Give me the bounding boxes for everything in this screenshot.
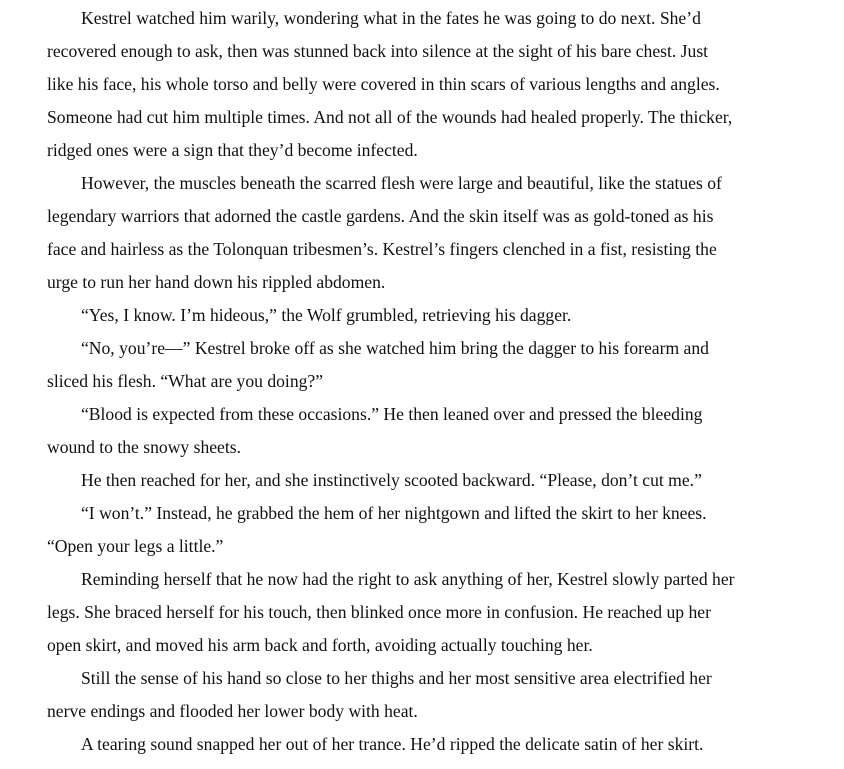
text-line: Someone had cut him multiple times. And not all of the wounds had healed properly. The thicker, <box>47 107 733 127</box>
text-line: He then reached for her, and she instinctively scooted backward. “Please, don’t cut me.” <box>81 470 702 490</box>
text-line: A tearing sound snapped her out of her trance. He’d ripped the delicate satin of her skirt. <box>81 734 704 754</box>
text-line: recovered enough to ask, then was stunned back into silence at the sight of his bare chest. Just <box>47 41 709 61</box>
text-line: However, the muscles beneath the scarred flesh were large and beautiful, like the statues of <box>81 173 722 193</box>
text-line: nerve endings and flooded her lower body with heat. <box>47 701 418 721</box>
text-line: open skirt, and moved his arm back and forth, avoiding actually touching her. <box>47 635 593 655</box>
text-line: face and hairless as the Tolonquan tribesmen’s. Kestrel’s fingers clenched in a fist, resisting the <box>47 239 717 259</box>
text-line: “No, you’re—” Kestrel broke off as she watched him bring the dagger to his forearm and <box>81 338 709 358</box>
text-line: legendary warriors that adorned the castle gardens. And the skin itself was as gold-toned as his <box>47 206 714 226</box>
text-line: urge to run her hand down his rippled abdomen. <box>47 272 386 292</box>
text-line: wound to the snowy sheets. <box>47 437 242 457</box>
text-line: sliced his flesh. “What are you doing?” <box>47 371 324 391</box>
text-line: Reminding herself that he now had the right to ask anything of her, Kestrel slowly parted her <box>81 569 735 589</box>
text-line: Kestrel watched him warily, wondering what in the fates he was going to do next. She’d <box>81 8 701 28</box>
text-line: “I won’t.” Instead, he grabbed the hem of her nightgown and lifted the skirt to her knees. <box>81 503 707 523</box>
text-line: “Open your legs a little.” <box>47 536 224 556</box>
text-line: Still the sense of his hand so close to her thighs and her most sensitive area electrified her <box>81 668 712 688</box>
text-line: legs. She braced herself for his touch, then blinked once more in confusion. He reached up her <box>47 602 711 622</box>
text-line: like his face, his whole torso and belly were covered in thin scars of various lengths and angles. <box>47 74 720 94</box>
text-line: ridged ones were a sign that they’d become infected. <box>47 140 418 160</box>
text-line: “Blood is expected from these occasions.” He then leaned over and pressed the bleeding <box>81 404 703 424</box>
text-line: “Yes, I know. I’m hideous,” the Wolf grumbled, retrieving his dagger. <box>81 305 572 325</box>
